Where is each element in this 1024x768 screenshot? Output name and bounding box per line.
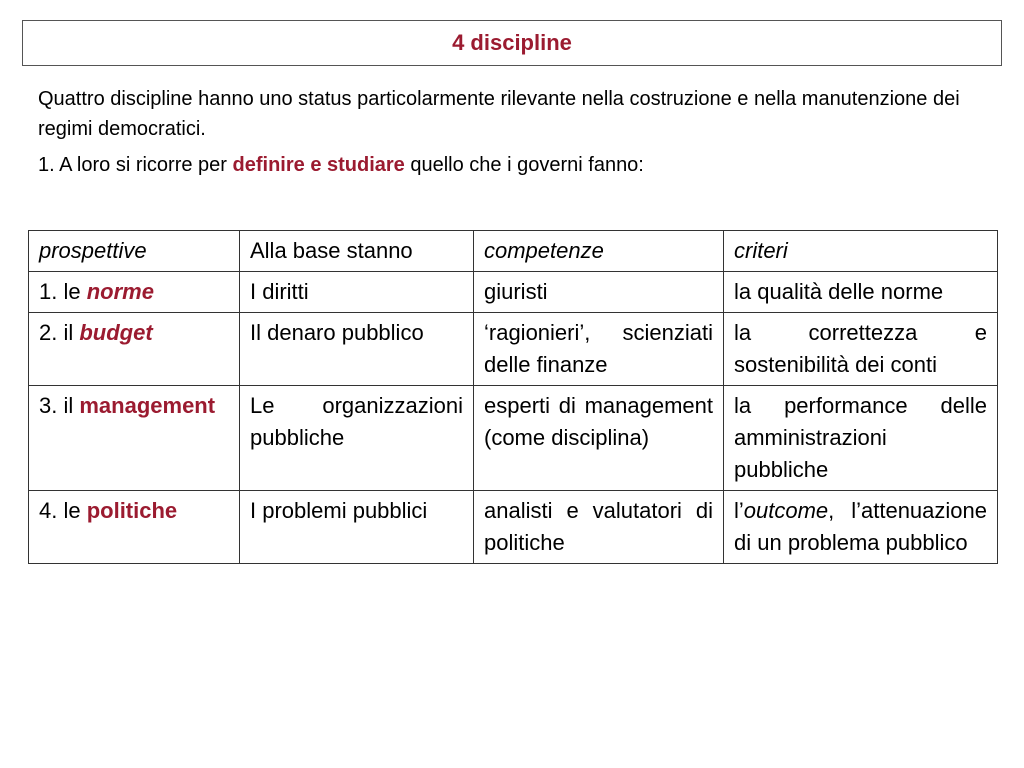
table-row bbox=[29, 491, 998, 564]
slide-title: 4 discipline bbox=[452, 30, 572, 55]
row-2-competenze: ‘ragionieri’, scienziati delle finanze bbox=[474, 313, 724, 386]
row-4-criteri-before: l’ bbox=[734, 498, 744, 523]
row-1-prospettiva bbox=[29, 272, 240, 313]
row-3-prefix: 3. il bbox=[39, 393, 80, 418]
header-criteri: criteri bbox=[724, 231, 998, 272]
row-1-criteri: la qualità delle norme bbox=[724, 272, 998, 313]
table-header-row bbox=[29, 231, 998, 272]
row-3-key: management bbox=[79, 393, 216, 418]
disciplines-table bbox=[28, 230, 998, 564]
row-1-base: I diritti bbox=[240, 272, 474, 313]
row-4-prospettiva bbox=[29, 491, 240, 564]
row-3-criteri: la performance delle amministrazioni pubbliche bbox=[724, 386, 998, 491]
intro-p2-after: quello che i governi fanno: bbox=[404, 154, 644, 176]
table-row bbox=[29, 272, 998, 313]
row-4-criteri-italic: outcome bbox=[743, 498, 829, 523]
title-box bbox=[22, 20, 1002, 66]
row-3-competenze: esperti di management (come disciplina) bbox=[474, 386, 724, 491]
row-3-base: Le organizzazioni pubbliche bbox=[240, 386, 474, 491]
header-competenze: competenze bbox=[474, 231, 724, 272]
row-4-criteri-after: , l’attenuazione di un problema pubblico bbox=[734, 498, 987, 555]
row-1-prefix: 1. le bbox=[39, 279, 87, 304]
row-2-key: budget bbox=[79, 320, 153, 345]
intro-paragraph-2 bbox=[38, 150, 988, 180]
row-4-prefix: 4. le bbox=[39, 498, 87, 523]
row-2-criteri: la correttezza e sostenibilità dei conti bbox=[724, 313, 998, 386]
row-4-base: I problemi pubblici bbox=[240, 491, 474, 564]
intro-p2-before: 1. A loro si ricorre per bbox=[38, 154, 233, 176]
row-2-base: Il denaro pubblico bbox=[240, 313, 474, 386]
intro-text bbox=[38, 84, 988, 180]
intro-paragraph-1: Quattro discipline hanno uno status particolarmente rilevante nella costruzione e nella manutenzione dei regimi democratici. bbox=[38, 88, 960, 140]
header-base: Alla base stanno bbox=[240, 231, 474, 272]
row-4-key: politiche bbox=[86, 498, 178, 523]
row-4-criteri bbox=[724, 491, 998, 564]
table-row bbox=[29, 313, 998, 386]
row-2-prospettiva bbox=[29, 313, 240, 386]
row-1-key: norme bbox=[86, 279, 154, 304]
row-2-prefix: 2. il bbox=[39, 320, 80, 345]
row-3-prospettiva bbox=[29, 386, 240, 491]
row-1-competenze: giuristi bbox=[474, 272, 724, 313]
row-4-competenze: analisti e valutatori di politiche bbox=[474, 491, 724, 564]
table-row bbox=[29, 386, 998, 491]
header-prospettive: prospettive bbox=[29, 231, 240, 272]
intro-p2-highlight: definire e studiare bbox=[232, 154, 405, 176]
